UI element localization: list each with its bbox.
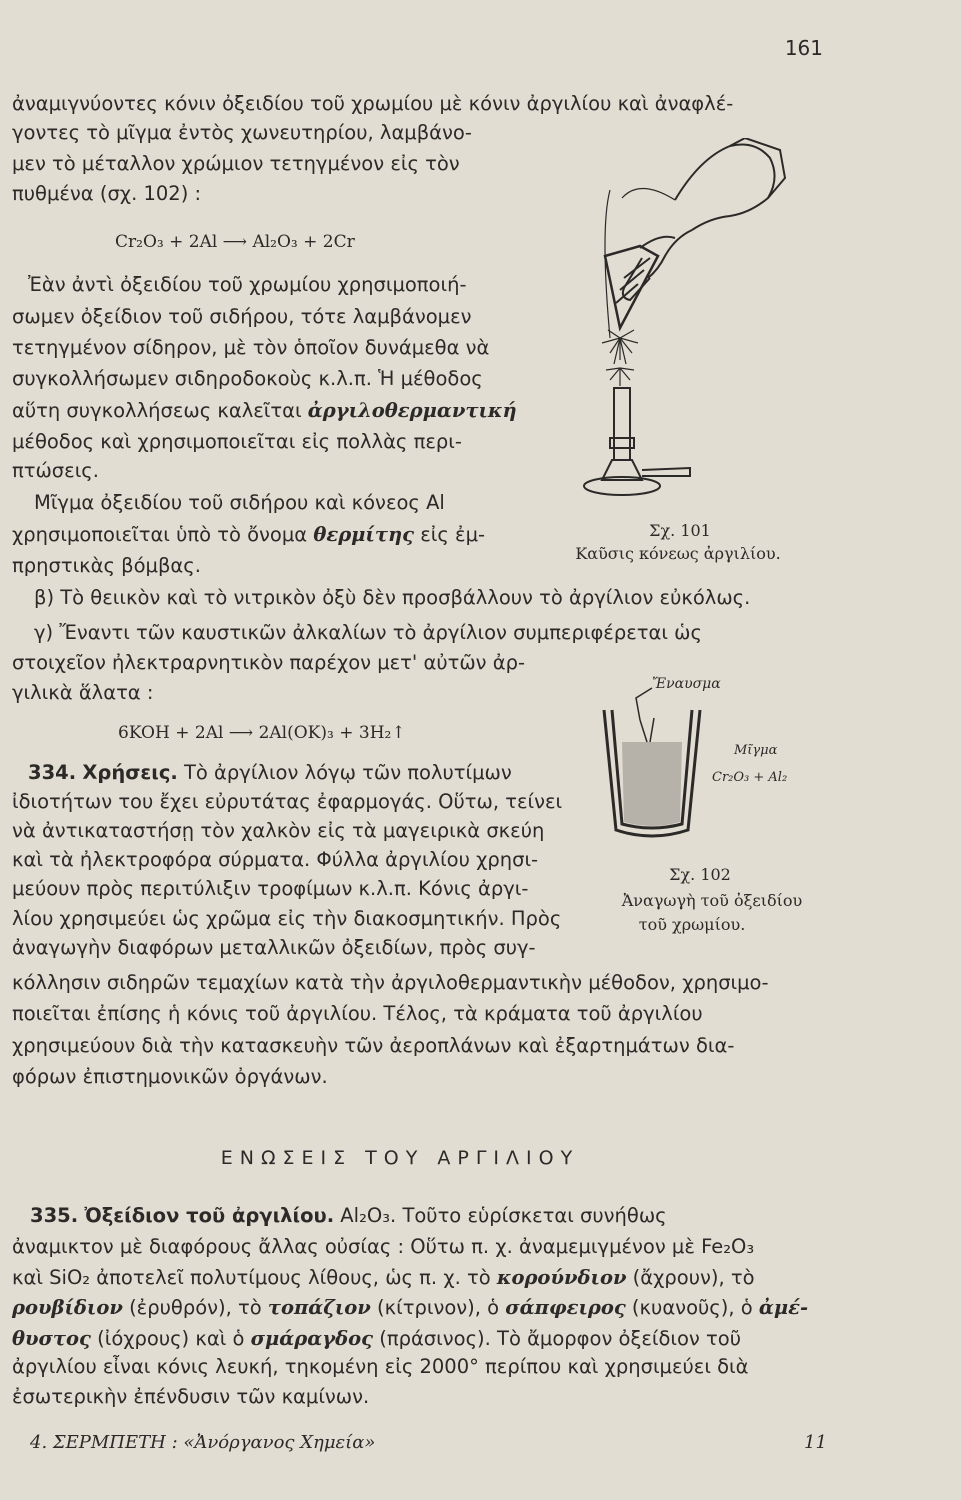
term-topaz: τοπάζιον <box>267 1296 371 1319</box>
text-line: ἀναμιγνύοντες κόνιν ὀξειδίου τοῦ χρωμίου μὲ κόνιν ἀργιλίου καὶ ἀναφλέ- <box>12 92 734 115</box>
figure-101-caption: Καῦσις κόνεως ἀργιλίου. <box>575 544 781 563</box>
page-number: 161 <box>784 36 823 60</box>
text-line: νὰ ἀντικαταστήσῃ τὸν χαλκὸν εἰς τὰ μαγειρικὰ σκεύη <box>12 819 545 842</box>
section-number: 334. <box>28 761 77 784</box>
text-line: τετηγμένον σίδηρον, μὲ τὸν ὁποῖον δυνάμεθα νὰ <box>12 336 490 359</box>
section-heading: ΕΝΩΣΕΙΣ ΤΟΥ ΑΡΓΙΛΙΟΥ <box>220 1147 580 1169</box>
text-line: ἐσωτερικὴν ἐπένδυσιν τῶν καμίνων. <box>12 1385 370 1408</box>
figure-102-label-formula: Cr₂O₃ + Al₂ <box>712 770 788 785</box>
text-line: καὶ τὰ ἠλεκτροφόρα σύρματα. Φύλλα ἀργιλίου χρησι- <box>12 848 539 871</box>
term-corundum: κορούνδιον <box>496 1266 627 1289</box>
text-span: εἰς ἐμ- <box>414 523 486 546</box>
text-line: Μῖγμα ὀξειδίου τοῦ σιδήρου καὶ κόνεος Al <box>34 491 445 514</box>
text-line: γοντες τὸ μῖγμα ἐντὸς χωνευτηρίου, λαμβάνο- <box>12 121 472 144</box>
figure-102-caption-line1: Ἀναγωγὴ τοῦ ὀξειδίου <box>621 891 803 910</box>
text-line: μεύουν πρὸς περιτύλιξιν τροφίμων κ.λ.π. Κόνις ἀργι- <box>12 877 529 900</box>
text-line: κόλλησιν σιδηρῶν τεμαχίων κατὰ τὴν ἀργιλοθερμαντικὴν μέθοδον, χρησιμο- <box>12 971 769 994</box>
figure-102-illustration <box>592 680 732 850</box>
section-title: Χρήσεις. <box>82 761 178 784</box>
term-sapphire: σάπφειρος <box>505 1296 626 1319</box>
figure-102-caption-line2: τοῦ χρωμίου. <box>638 915 746 934</box>
text-line: χρησιμεύουν διὰ τὴν κατασκευὴν τῶν ἀεροπλάνων καὶ ἐξαρτημάτων δια- <box>12 1034 735 1057</box>
equation-chromium-reduction: Cr₂O₃ + 2Al ⟶ Al₂O₃ + 2Cr <box>115 232 355 252</box>
text-line: ἰδιοτήτων του ἔχει εὐρυτάτας ἐφαρμογάς. Οὕτω, τείνει <box>12 790 563 813</box>
term-ruby: ρουβίδιον <box>12 1296 123 1319</box>
text-line: μέθοδος καὶ χρησιμοποιεῖται εἰς πολλὰς περι- <box>12 430 462 453</box>
text-span: (πράσινος). Τὸ ἄμορφον ὀξείδιον τοῦ <box>373 1327 741 1350</box>
text-span: Al₂O₃. Τοῦτο εὑρίσκεται συνήθως <box>334 1204 667 1227</box>
text-line: συγκολλήσωμεν σιδηροδοκοὺς κ.λ.π. Ἡ μέθοδος <box>12 367 483 390</box>
text-line <box>12 522 485 548</box>
term-thermite: θερμίτης <box>313 523 415 546</box>
text-span: αὕτη συγκολλήσεως καλεῖται <box>12 399 308 422</box>
text-span: Τὸ ἀργίλιον λόγῳ τῶν πολυτίμων <box>177 761 512 784</box>
footer-signature-number: 11 <box>804 1432 827 1453</box>
text-line <box>12 1265 755 1291</box>
term-amethyst-cont: θυστος <box>12 1327 91 1350</box>
text-span: χρησιμοποιεῖται ὑπὸ τὸ ὄνομα <box>12 523 314 546</box>
term-emerald: σμάραγδος <box>250 1327 374 1350</box>
text-line: ἀργιλίου εἶναι κόνις λευκή, τηκομένη εἰς 2000° περίπου καὶ χρησιμεύει διὰ <box>12 1355 749 1378</box>
term-aluminothermy: ἀργιλοθερμαντική <box>307 399 517 422</box>
text-line: Ἐὰν ἀντὶ ὀξειδίου τοῦ χρωμίου χρησιμοποιή- <box>28 273 467 296</box>
figure-102-label-mix: Μῖγμα <box>734 743 778 758</box>
equation-alkali-reaction: 6KOH + 2Al ⟶ 2Al(OK)₃ + 3H₂↑ <box>118 723 406 743</box>
text-span: (ἰόχρους) καὶ ὁ <box>90 1327 251 1350</box>
text-line: β) Τὸ θειικὸν καὶ τὸ νιτρικὸν ὀξὺ δὲν προσβάλλουν τὸ ἀργίλιον εὐκόλως. <box>34 586 751 609</box>
text-span: (ἄχρουν), τὸ <box>626 1266 755 1289</box>
text-line: ἀναμικτον μὲ διαφόρους ἄλλας οὐσίας : Οὕτω π. χ. ἀναμεμιγμένον μὲ Fe₂O₃ <box>12 1235 755 1258</box>
text-line: πυθμένα (σχ. 102) : <box>12 182 202 205</box>
text-line: φόρων ἐπιστημονικῶν ὀργάνων. <box>12 1065 328 1088</box>
text-line: στοιχεῖον ἠλεκτραρνητικὸν παρέχον μετ' αὐτῶν ἀρ- <box>12 651 526 674</box>
section-title: Ὀξείδιον τοῦ ἀργιλίου. <box>84 1204 335 1227</box>
text-line: λίου χρησιμεύει ὡς χρῶμα εἰς τὴν διακοσμητικήν. Πρὸς <box>12 907 562 930</box>
text-line <box>12 1295 808 1321</box>
text-line <box>12 398 517 424</box>
term-amethyst: ἀμέ- <box>758 1296 809 1319</box>
section-335-first-line <box>30 1203 667 1229</box>
text-line: γ) Ἔναντι τῶν καυστικῶν ἀλκαλίων τὸ ἀργίλιον συμπεριφέρεται ὡς <box>34 621 702 644</box>
text-span: (κυανοῦς), ὁ <box>625 1296 759 1319</box>
figure-102-label-ignition: Ἔναυσμα <box>652 676 721 692</box>
text-line: γιλικὰ ἅλατα : <box>12 681 154 704</box>
figure-102-number: Σχ. 102 <box>669 865 731 884</box>
figure-101-illustration <box>580 138 810 508</box>
footer-book-title: 4. ΣΕΡΜΠΕΤΗ : «Ἀνόργανος Χημεία» <box>30 1432 376 1453</box>
text-line: σωμεν ὀξείδιον τοῦ σιδήρου, τότε λαμβάνομεν <box>12 305 472 328</box>
text-span: καὶ SiO₂ ἀποτελεῖ πολυτίμους λίθους, ὡς π. χ. τὸ <box>12 1266 497 1289</box>
figure-101-number: Σχ. 101 <box>649 521 711 540</box>
text-line <box>12 1326 741 1352</box>
section-number: 335. <box>30 1204 79 1227</box>
text-span: (ἐρυθρόν), τὸ <box>122 1296 268 1319</box>
text-span: (κίτρινον), ὁ <box>370 1296 506 1319</box>
text-line: μεν τὸ μέταλλον χρώμιον τετηγμένον εἰς τὸν <box>12 152 460 175</box>
text-line: ἀναγωγὴν διαφόρων μεταλλικῶν ὀξειδίων, πρὸς συγ- <box>12 936 536 959</box>
text-line: ποιεῖται ἐπίσης ἡ κόνις τοῦ ἀργιλίου. Τέλος, τὰ κράματα τοῦ ἀργιλίου <box>12 1002 703 1025</box>
text-line: πτώσεις. <box>12 459 99 482</box>
text-line: πρηστικὰς βόμβας. <box>12 554 201 577</box>
section-334-first-line <box>28 760 512 786</box>
